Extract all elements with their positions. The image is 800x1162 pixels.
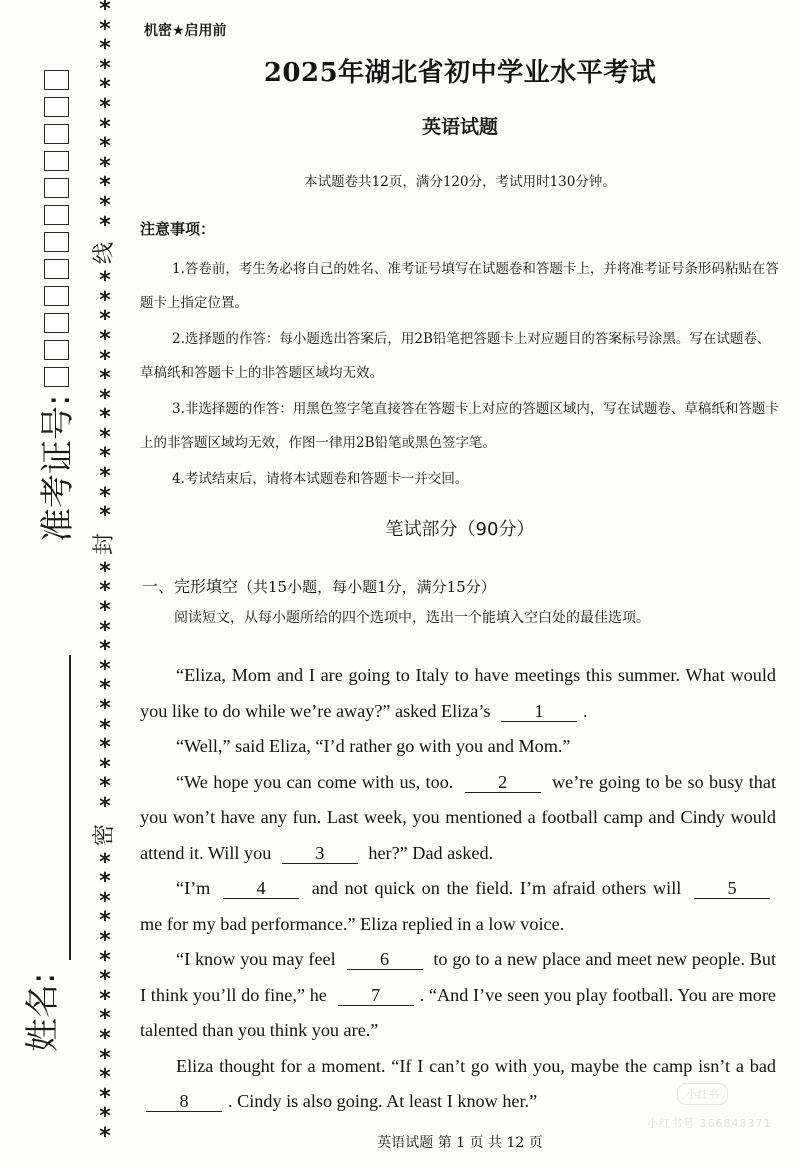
seal-star: * [98, 268, 112, 294]
digit-box[interactable] [44, 232, 69, 252]
passage-text: “We hope you can come with us, too. [176, 771, 454, 792]
seal-star: * [98, 598, 112, 624]
part-title [142, 574, 496, 597]
seal-star: * [98, 366, 112, 392]
seal-star: * [98, 0, 112, 22]
seal-star: * [98, 849, 112, 875]
confidential-label: 机密★启用前 [144, 23, 227, 39]
seal-star: * [98, 1025, 112, 1051]
seal-star: * [98, 405, 112, 431]
notice-item-4 [140, 462, 780, 496]
digit-box[interactable] [44, 259, 69, 279]
seal-star: * [98, 444, 112, 470]
passage-text: . Cindy is also going. At least I know her.” [228, 1091, 538, 1111]
page-footer: 英语试题 第 1 页 共 12 页 [377, 1135, 543, 1151]
seal-star: * [98, 94, 112, 120]
seal-star: * [98, 656, 112, 682]
seal-star: * [98, 927, 112, 953]
digit-box[interactable] [44, 286, 69, 306]
seal-star: * [98, 1123, 112, 1149]
passage-text: . [583, 700, 588, 721]
seal-star: * [98, 424, 112, 450]
seal-star: * [98, 192, 112, 218]
notice-heading: 注意事项： [140, 220, 216, 238]
seal-star: * [98, 908, 112, 934]
seal-mark-seal: 封 [91, 532, 117, 555]
passage-text: “I’m [176, 878, 211, 898]
blank-8[interactable]: 8 [146, 1091, 222, 1112]
admission-number-boxes [44, 70, 69, 387]
name-label: 姓名: [23, 972, 63, 1052]
seal-star: * [98, 696, 112, 721]
paragraph [140, 765, 776, 872]
digit-box[interactable] [44, 97, 69, 117]
seal-star: * [98, 483, 112, 509]
digit-box[interactable] [44, 367, 69, 387]
watermark [647, 1083, 771, 1131]
paragraph [140, 658, 776, 729]
blank-4[interactable]: 4 [223, 878, 299, 899]
name-write-line[interactable] [69, 655, 71, 960]
paragraph: “Well,” said Eliza, “I’d rather go with you and Mom.” [176, 736, 571, 756]
exam-title: 2025年湖北省初中学业水平考试 [263, 58, 657, 88]
paragraph [140, 942, 776, 1049]
seal-star: * [98, 793, 112, 819]
seal-star: * [98, 503, 112, 529]
passage-text: we’re going to be so busy that you won’t have any fun. Last week, you mentioned a football camp and Cindy would attend it. Will you [140, 771, 777, 863]
seal-star: * [98, 617, 112, 643]
paragraph [140, 871, 776, 942]
watermark-id: 小红书号 366848371 [647, 1117, 772, 1130]
seal-star: * [98, 1104, 112, 1130]
seal-mark-line: 线 [91, 242, 117, 265]
notice-text: 1.答卷前，考生务必将自己的姓名、准考证号填写在试题卷和答题卡上，并将准考证号条形码粘贴在答题卡上指定位置。 [140, 261, 779, 311]
passage-text: me for my bad performance.” Eliza replied in a low voice. [140, 913, 565, 934]
seal-star: * [98, 16, 112, 42]
seal-star: * [98, 754, 112, 780]
seal-star: * [98, 637, 112, 663]
seal-star: * [98, 735, 112, 761]
exam-subtitle: 英语试题 [421, 116, 498, 138]
blank-2[interactable]: 2 [465, 772, 541, 793]
blank-3[interactable]: 3 [282, 843, 358, 864]
passage-text: . “And I’ve seen you play football. You are more talented than you think you are.” [140, 984, 776, 1040]
seal-star: * [98, 307, 112, 333]
digit-box[interactable] [44, 70, 69, 90]
notice-item-3 [140, 392, 780, 460]
passage-text: Eliza thought for a moment. “If I can’t go with you, maybe the camp isn’t a bad [176, 1055, 776, 1076]
passage-text: “I know you may feel [176, 949, 336, 969]
blank-1[interactable]: 1 [501, 701, 577, 722]
cloze-passage [140, 658, 776, 1120]
seal-star: * [98, 558, 112, 584]
seal-star: * [98, 888, 112, 914]
seal-star: * [98, 346, 112, 372]
seal-star: * [98, 134, 112, 160]
seal-star: * [98, 1045, 112, 1071]
part-instruction: 阅读短文，从每小题所给的四个选项中，选出一个能填入空白处的最佳选项。 [174, 610, 650, 626]
seal-star: * [98, 36, 112, 62]
seal-star: * [98, 326, 112, 352]
binding-margin [0, 0, 135, 1162]
seal-star: * [98, 1084, 112, 1110]
admission-number-label: 准考证号: [38, 394, 78, 542]
seal-star: * [98, 173, 112, 199]
notice-item-2 [140, 322, 780, 390]
passage-text: “Eliza, Mom and I are going to Italy to have meetings this summer. What would you like to do while we’re away?” asked Eliza’s [140, 665, 776, 721]
passage-text: her?” Dad asked. [368, 842, 494, 863]
part-label: 一、完形填空 [142, 577, 239, 596]
seal-star: * [98, 385, 112, 411]
digit-box[interactable] [44, 151, 69, 171]
exam-info: 本试题卷共12页，满分120分，考试用时130分钟。 [304, 174, 616, 190]
seal-star: * [98, 986, 112, 1012]
seal-star: * [98, 1006, 112, 1032]
part-detail: （共15小题，每小题1分，满分15分） [238, 578, 496, 596]
seal-star: * [98, 287, 112, 313]
seal-star: * [98, 1065, 112, 1091]
seal-line [92, 0, 118, 1162]
seal-star: * [98, 715, 112, 741]
notice-text: 4.考试结束后，请将本试题卷和答题卡一并交回。 [172, 471, 469, 487]
seal-star: * [98, 75, 112, 101]
notice-item-1 [140, 252, 780, 320]
seal-star: * [98, 464, 112, 490]
blank-7[interactable]: 7 [338, 985, 414, 1006]
notice-text: 2.选择题的作答：每小题选出答案后，用2B铅笔把答题卡上对应题目的答案标号涂黑。写在试题卷、草稿纸和答题卡上的非答题区域均无效。 [140, 331, 771, 381]
digit-box[interactable] [44, 178, 69, 198]
seal-mark-secret: 密 [91, 823, 117, 846]
passage-text: to go to a new place and meet new people. But I think you’ll do fine,” he [140, 949, 776, 1005]
seal-star: * [98, 153, 112, 179]
blank-5[interactable]: 5 [694, 878, 770, 899]
passage-text: and not quick on the field. I’m afraid others will [311, 878, 682, 898]
seal-star: * [98, 774, 112, 800]
seal-star: * [98, 967, 112, 993]
digit-box[interactable] [44, 124, 69, 144]
seal-star: * [98, 947, 112, 973]
watermark-badge: 小红书 [677, 1083, 728, 1105]
blank-6[interactable]: 6 [347, 949, 423, 970]
seal-star: * [98, 676, 112, 702]
seal-star: * [98, 114, 112, 140]
digit-box[interactable] [44, 340, 69, 360]
seal-star: * [98, 212, 112, 238]
seal-star: * [98, 55, 112, 81]
seal-star: * [98, 869, 112, 895]
notice-text: 3.非选择题的作答：用黑色签字笔直接答在答题卡上对应的答题区域内，写在试题卷、草稿纸和答题卡上的非答题区域均无效，作图一律用2B铅笔或黑色签字笔。 [140, 401, 779, 451]
section-title: 笔试部分（90分） [385, 519, 535, 540]
digit-box[interactable] [44, 313, 69, 333]
seal-star: * [98, 578, 112, 604]
digit-box[interactable] [44, 205, 69, 225]
